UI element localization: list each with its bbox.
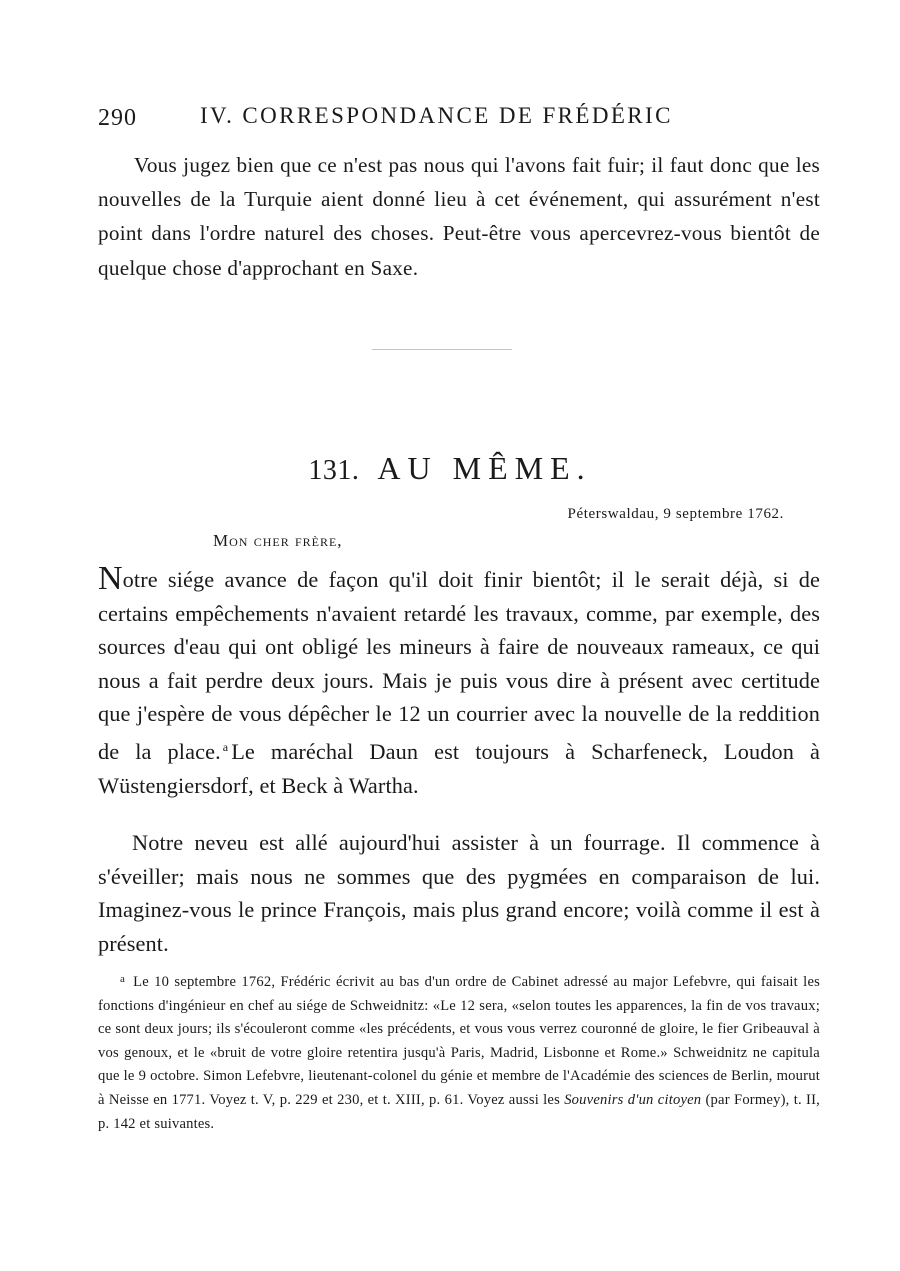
footnote-text-end: (par Formey), t. II, p. 142 et suivantes. <box>98 1091 820 1132</box>
paragraph-1-text: otre siége avance de façon qu'il doit finir bientôt; il le serait déjà, si de certains empêchements n'avaient retardé les travaux, comme, par exemple, des sources d'eau qui ont obligé les mineurs à faire de nouveaux rameaux, ce qui nous a fait perdre deux jours. Mais je puis vous dire à présent avec certitude que j'espère de vous dépêcher le 12 un courrier avec la nouvelle de la reddition de la place. <box>98 567 820 764</box>
letter-heading <box>0 450 900 487</box>
footnote-marker[interactable]: a <box>222 739 229 754</box>
page-number: 290 <box>98 105 137 131</box>
letter-dateline: Péterswaldau, 9 septembre 1762. <box>567 506 784 522</box>
letter-paragraph-1 <box>98 562 820 802</box>
letter-paragraph-2: Notre neveu est allé aujourd'hui assister à un fourrage. Il commence à s'éveiller; mais nous ne sommes que des pygmées en comparaison de lui. Imaginez-vous le prince François, mais plus grand encore; voilà comme il est à présent. <box>98 830 820 956</box>
letter-number: 131. <box>308 455 360 486</box>
letter-recipient: AU MÊME. <box>377 450 592 486</box>
paragraph-1-text-end: Le maréchal Daun est toujours à Scharfeneck, Loudon à Wüstengiersdorf, et Beck à Wartha. <box>98 738 821 798</box>
continuation-paragraph: Vous jugez bien que ce n'est pas nous qui l'avons fait fuir; il faut donc que les nouvelles de la Turquie aient donné lieu à cet événement, qui assurément n'est point dans l'ordre naturel des choses. Peut-être vous apercevrez-vous bientôt de quelque chose d'approchant en Saxe. <box>98 153 820 280</box>
section-divider <box>372 349 512 350</box>
initial-letter: N <box>98 560 123 597</box>
footnote-label: a <box>120 973 126 985</box>
running-header <box>96 101 736 135</box>
footnote-text: Le 10 septembre 1762, Frédéric écrivit au bas d'un ordre de Cabinet adressé au major Lefebvre, qui faisait les fonctions d'ingénieur en chef au siége de Schweidnitz: «Le 12 sera, «selon toutes les apparences, la fin de vos travaux; ce sont deux jours; ils s'écouleront comme «les précédents, et vous vous verrez couronné de gloire, le fier Gribeauval à vos genoux, et le «bruit de votre gloire retentira jusqu'à Paris, Madrid, Lisbonne et Rome.» Schweidnitz ne capitula que le 9 octobre. Simon Lefebvre, lieutenant-colonel du génie et membre de l'Académie des sciences de Berlin, mourut à Neisse en 1771. Voyez t. V, p. 229 et 230, et t. XIII, p. 61. Voyez aussi les <box>98 974 820 1108</box>
footnote-book-title: Souvenirs d'un citoyen <box>564 1091 702 1108</box>
letter-salutation: Mon cher frère, <box>213 531 343 550</box>
running-title: IV. CORRESPONDANCE DE FRÉDÉRIC <box>200 103 673 128</box>
footnote <box>98 968 820 1136</box>
